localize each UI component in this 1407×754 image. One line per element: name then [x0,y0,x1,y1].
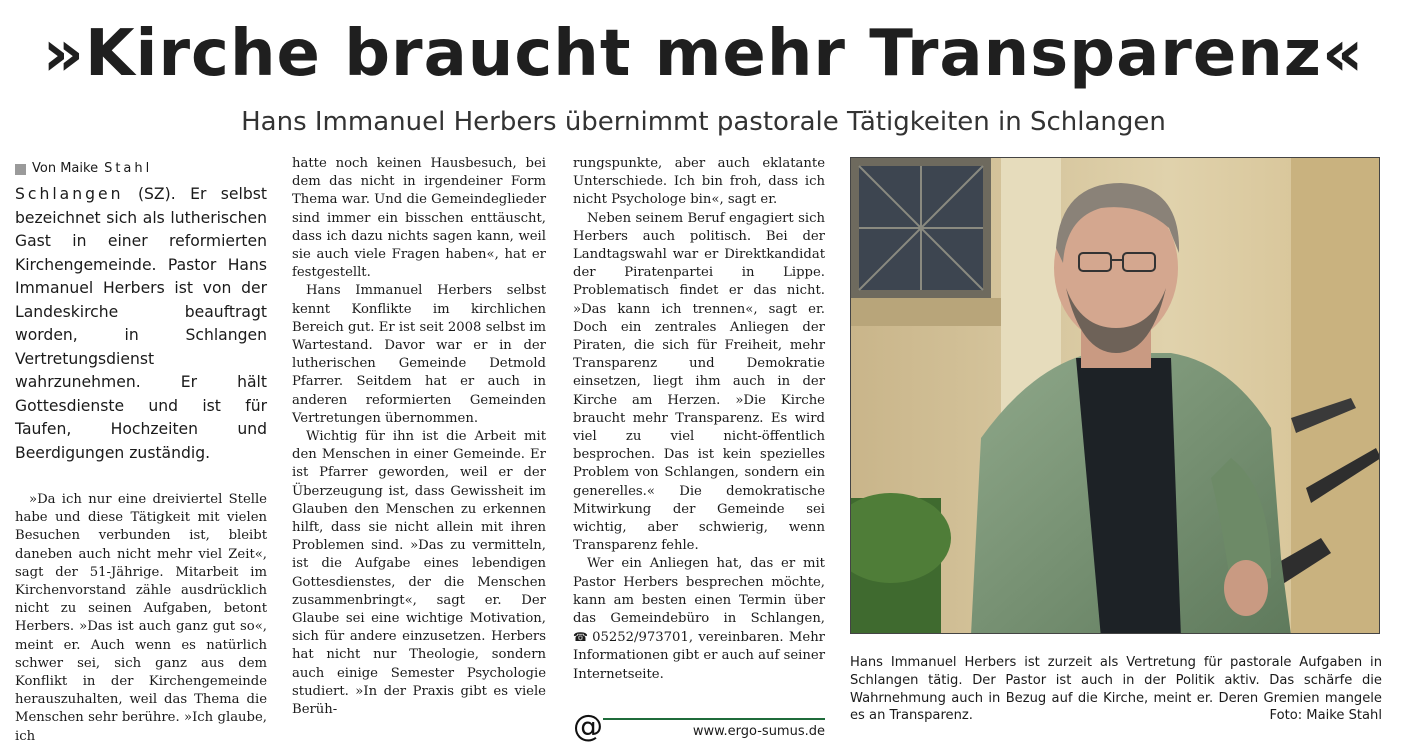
dateline-location: Schlangen [15,185,124,203]
paragraph: hatte noch keinen Hausbesuch, bei dem das nicht in irgendeiner Form Thema war. Und die Gemeindeglieder sind immer ein bisschen enttäuscht, dass ich dazu nichts sagen kann, weil sie auch viele Fragen haben«, hat er festgestellt. [292,156,546,281]
paragraph: rungspunkte, aber auch eklatante Unterschiede. Ich bin froh, dass ich nicht Psychologe bin«, sagt er. [573,156,825,208]
lead-paragraph [15,183,267,465]
footer-web-promo [573,709,825,750]
phone-number: 05252/973701, [592,630,694,646]
article-column-1 [15,155,267,746]
paragraph: Hans Immanuel Herbers selbst kennt Konflikte im kirchlichen Bereich gut. Er ist seit 2008 selbst im Wartestand. Davor war er in der lutherischen Gemeinde Detmold Pfarrer. Seitdem hat er auch in anderen reformierten Gemeinden Vertretungen übernommen. [292,283,546,426]
paragraph: Neben seinem Beruf engagiert sich Herbers auch politisch. Bei der Landtagswahl war er Direktkandidat der Piratenpartei in Lippe. Problematisch findet er das nicht. »Das kann ich trennen«, sagt er. Doch ein zentrales Anliegen der Piraten, die sich für Freiheit, mehr Transparenz und Demokratie einsetzen, liegt ihm auch in der Kirche am Herzen. »Die Kirche braucht mehr Transparenz. Es wird viel zu viel nicht-öffentlich besprochen. Das ist kein spezielles Problem von Schlangen, sondern ein generelles.« Die demokratische Mitwirkung der Gemeinde sei wichtig, aber schwierig, wenn Transparenz fehle. [573,210,825,554]
telephone-icon: ☎ [573,630,590,645]
article-column-2 [292,155,546,719]
at-sign-icon: @ [573,709,603,744]
column-1-body [15,491,267,746]
caption-text: Hans Immanuel Herbers ist zurzeit als Vertretung für pastorale Aufgaben in Schlangen tätig. Der Pastor ist auch in der Politik aktiv. Das schärfe die Wahrnehmung auch in Bezug auf die Kirche, meint er. Deren Gremien mangele es an Transparenz. [850,655,1382,724]
photo-caption [850,654,1382,725]
subheadline: Hans Immanuel Herbers übernimmt pastorale Tätigkeiten in Schlangen [241,107,1166,137]
byline-prefix: Von Maike [32,161,99,176]
column-2-body [292,155,546,719]
column-3-body [573,155,825,684]
byline [15,157,267,181]
portrait-photo-illustration [851,158,1380,634]
byline-square-icon [15,164,26,175]
contact-text-end: vereinbaren. Mehr Informationen gibt er auch auf seiner Internetseite. [573,630,825,682]
paragraph: »Da ich nur eine dreiviertel Stelle habe und diese Tätigkeit mit vielen Besuchen verbunden ist, bleibt daneben auch nicht mehr viel Zeit«, sagt der 51-Jährige. Mitarbeit im Kirchenvorstand zähle ausdrücklich nicht zu seinen Aufgaben, betont Herbers. »Das ist auch ganz gut so«, meint er. Auch wenn es natürlich schwer sei, sich ganz aus dem Konflikt in der Kirchengemeinde herauszuhalten, weil das Thema die Menschen sehr berühre. »Ich glaube, ich [15,492,267,744]
headline: »Kirche braucht mehr Transparenz« [42,17,1365,91]
byline-author: Stahl [104,161,153,176]
paragraph-contact [573,555,825,683]
contact-text: Wer ein Anliegen hat, das er mit Pastor Herbers besprechen möchte, kann am besten einen Termin über das Gemeindebüro in Schlangen, [573,556,825,627]
article-column-3 [573,155,825,684]
paragraph: Wichtig für ihn ist die Arbeit mit den Menschen in einer Gemeinde. Er ist Pfarrer geworden, weil er der Überzeugung ist, dass Gewissheit im Glauben den Menschen zu erkennen hilft, dass sie nicht allein mit ihren Problemen sind. »Das zu vermitteln, ist die Aufgabe eines lebendigen Gottesdienstes, der die Menschen zusammenbringt«, sagt er. Der Glaube sei eine wichtige Motivation, sich für andere einzusetzen. Herbers hat nicht nur Theologie, sondern auch einige Semester Psychologie studiert. »In der Praxis gibt es viele Berüh- [292,429,546,718]
article-photo [850,157,1380,634]
lead-text: (SZ). Er selbst bezeichnet sich als lutherischen Gast in einer reformierten Kirchengemeinde. Pastor Hans Immanuel Herbers ist von der Landeskirche beauftragt worden, in Schlangen Vertretungsdienst wahrzunehmen. Er hält Gottesdienste und ist für Taufen, Hochzeiten und Beerdigungen zuständig. [15,185,267,462]
footer-rule [603,718,825,720]
photo-credit: Foto: Maike Stahl [1269,708,1382,724]
website-link[interactable]: www.ergo-sumus.de [692,724,825,739]
